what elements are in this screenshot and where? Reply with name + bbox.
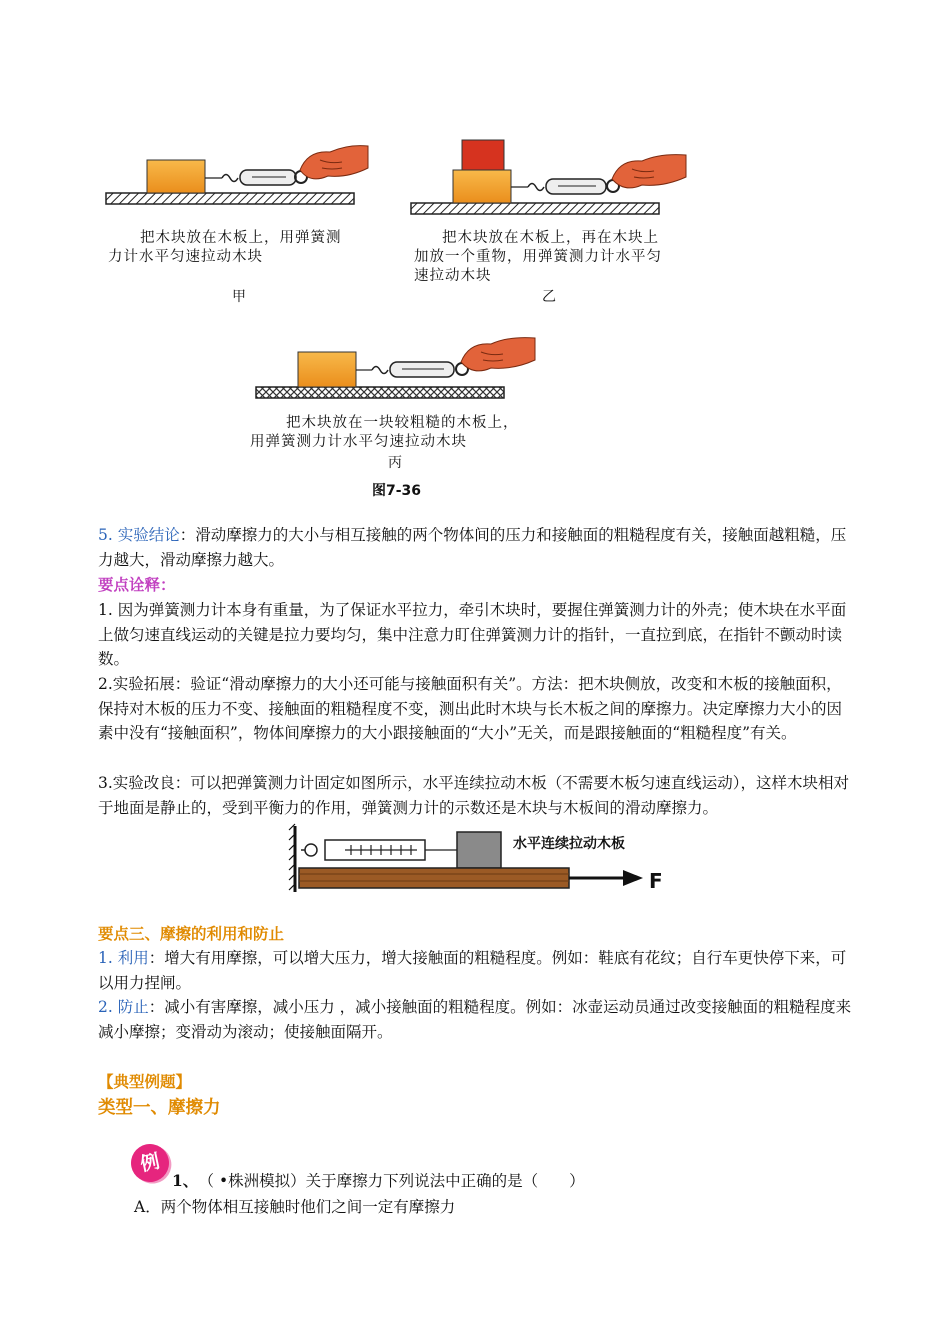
panel-a-label: 甲 — [232, 289, 246, 305]
use-friction — [98, 946, 854, 995]
panel-b-apparatus — [411, 140, 686, 214]
improved-label: 水平连续拉动木板 — [513, 836, 625, 852]
weight-b — [462, 140, 504, 170]
rough-board-c — [256, 387, 504, 398]
wood-block-b — [453, 170, 511, 203]
panel-c-apparatus — [256, 338, 535, 398]
conclusion-text: ：滑动摩擦力的大小与相互接触的两个物体间的压力和接触面的粗糙程度有关，接触面越粗糙，压力越大，滑动摩擦力越大。 — [98, 526, 847, 569]
key-points-heading: 要点诠释： — [98, 576, 176, 594]
wood-block — [457, 832, 501, 868]
force-label: F — [649, 869, 663, 893]
figure-number: 图7-36 — [372, 483, 422, 499]
improved-setup-figure — [285, 822, 675, 896]
prevent-friction — [98, 995, 854, 1044]
point-3: 3.实验改良：可以把弹簧测力计固定如图所示，水平连续拉动木板（不需要木板匀速直线运动），这样木块相对于地面是静止的，受到平衡力的作用，弹簧测力计的示数还是木块与木板间的滑动摩擦力。 — [98, 774, 850, 817]
panel-b-caption-line3: 速拉动木块 — [414, 268, 492, 284]
panel-a-caption-line1: 把木块放在木板上，用弹簧测 — [140, 230, 342, 246]
prevent-text: ：减小有害摩擦，减小压力 ，减小接触面的粗糙程度。例如：冰壶运动员通过改变接触面的粗糙程度来减小摩擦；变滑动为滚动；使接触面隔开。 — [98, 998, 852, 1041]
conclusion-prefix: 5. 实验结论 — [98, 526, 180, 544]
example-badge: 例 — [127, 1140, 172, 1185]
prevent-prefix: 2. 防止 — [98, 998, 149, 1016]
wood-block-c — [298, 352, 356, 387]
panel-a-apparatus — [106, 146, 368, 204]
panel-b-caption-line1: 把木块放在木板上，再在木块上 — [442, 230, 659, 246]
section3-heading: 要点三、摩擦的利用和防止 — [98, 925, 285, 943]
panel-a-caption-line2: 力计水平匀速拉动木块 — [108, 249, 263, 265]
panel-b-caption-line2: 加放一个重物，用弹簧测力计水平匀 — [414, 249, 662, 265]
panel-b-label: 乙 — [542, 289, 556, 305]
question-1-option-a: A．两个物体相互接触时他们之间一定有摩擦力 — [134, 1198, 456, 1216]
question-1-number: 1、 — [172, 1171, 199, 1190]
type1-heading: 类型一、摩擦力 — [98, 1098, 221, 1118]
board-b — [411, 203, 659, 214]
long-board — [299, 868, 569, 888]
panel-c-caption-line1: 把木块放在一块较粗糙的木板上， — [286, 415, 519, 431]
question-1 — [172, 1170, 585, 1192]
point-2: 2.实验拓展：验证“滑动摩擦力的大小还可能与接触面积有关”。方法：把木块侧放，改变和木板的接触面积，保持对木板的压力不变、接触面的粗糙程度不变，测出此时木块与长木板之间的摩擦力。决定摩擦力大小的因素中没有“接触面积”，物体间摩擦力的大小跟接触面的“大小”无关，而是跟接触面的“粗糙程度”有关。 — [98, 675, 843, 742]
panel-c-caption-line2: 用弹簧测力计水平匀速拉动木块 — [250, 434, 467, 450]
board-a — [106, 193, 354, 204]
panel-c-label: 丙 — [388, 455, 402, 471]
experiment-conclusion — [98, 523, 854, 572]
use-text: ：增大有用摩擦，可以增大压力，增大接触面的粗糙程度。例如：鞋底有花纹；自行车更快停下来，可以用力捏闸。 — [98, 949, 847, 992]
point-1: 1. 因为弹簧测力计本身有重量，为了保证水平拉力，牵引木块时，要握住弹簧测力计的外壳；使木块在水平面上做匀速直线运动的关键是拉力要均匀，集中注意力盯住弹簧测力计的指针，一直拉到底，在指针不颤动时读数。 — [98, 601, 847, 668]
wood-block-a — [147, 160, 205, 193]
use-prefix: 1. 利用 — [98, 949, 149, 967]
question-1-text: （ •株洲模拟）关于摩擦力下列说法中正确的是（ ） — [206, 1172, 585, 1190]
examples-heading: 【典型例题】 — [98, 1073, 192, 1091]
